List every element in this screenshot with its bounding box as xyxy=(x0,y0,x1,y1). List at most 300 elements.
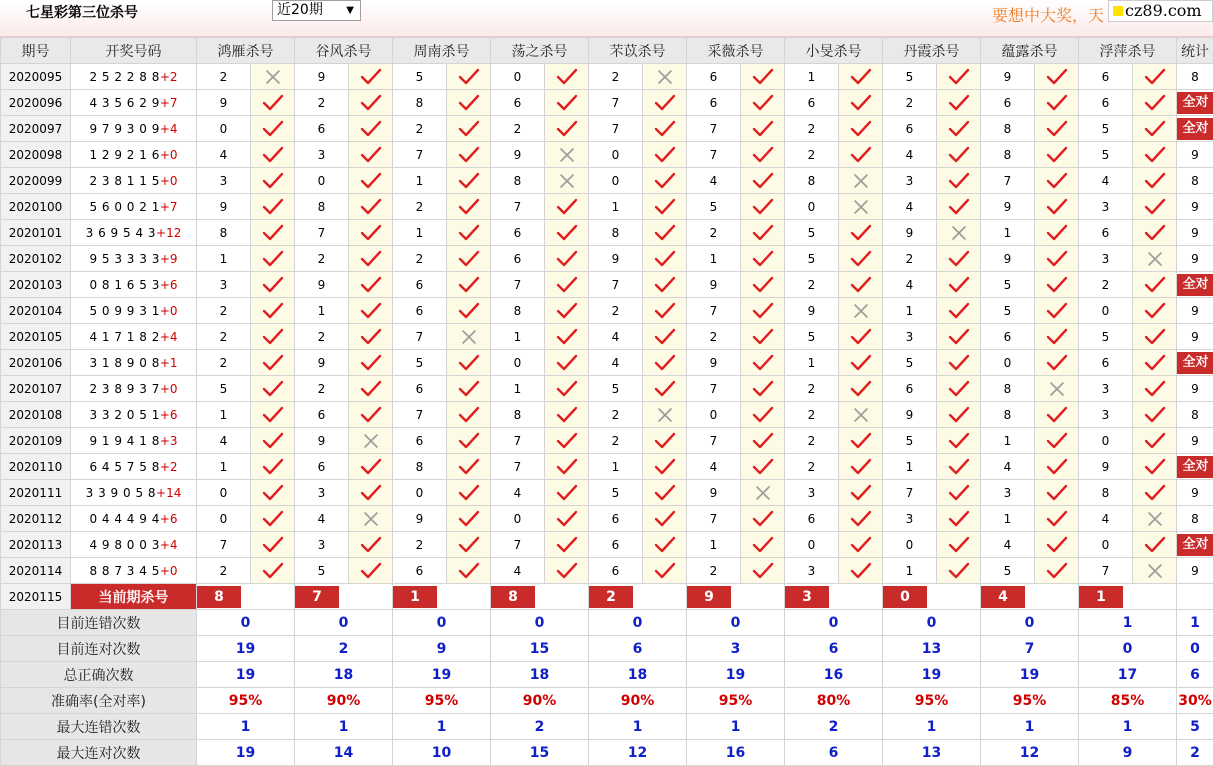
kill-number-cell: 9 xyxy=(295,428,349,454)
result-mark-cell xyxy=(741,272,785,298)
kill-number-cell: 9 xyxy=(295,350,349,376)
kill-number-cell: 1 xyxy=(981,506,1035,532)
result-mark-cell xyxy=(251,272,295,298)
table-row xyxy=(1,142,1213,168)
result-mark-cell xyxy=(1035,324,1079,350)
check-icon xyxy=(545,458,588,476)
summary-label: 准确率(全对率) xyxy=(1,688,197,714)
summary-value: 1 xyxy=(981,714,1079,740)
result-mark-cell xyxy=(741,506,785,532)
check-icon xyxy=(839,510,882,528)
stat-cell xyxy=(1177,142,1213,168)
kill-number-cell: 0 xyxy=(491,64,545,90)
kill-number-cell: 7 xyxy=(197,532,251,558)
result-mark-cell xyxy=(251,428,295,454)
summary-value: 0 xyxy=(197,610,295,636)
check-icon xyxy=(447,354,490,372)
result-mark-cell xyxy=(545,116,589,142)
result-mark-cell xyxy=(545,142,589,168)
summary-stat-value: 1 xyxy=(1177,610,1213,636)
check-icon xyxy=(1133,120,1176,138)
check-icon xyxy=(937,198,980,216)
result-mark-cell xyxy=(839,454,883,480)
result-mark-cell xyxy=(251,298,295,324)
kill-number-cell: 5 xyxy=(393,64,447,90)
kill-number-cell: 8 xyxy=(491,168,545,194)
result-mark-cell xyxy=(839,194,883,220)
table-row xyxy=(1,558,1213,584)
check-icon xyxy=(1035,354,1078,372)
column-header-expert: 芣苡杀号 xyxy=(589,38,687,64)
result-mark-cell xyxy=(643,480,687,506)
kill-number-cell: 7 xyxy=(393,324,447,350)
check-icon xyxy=(447,510,490,528)
cross-icon xyxy=(349,511,392,527)
result-mark-cell xyxy=(643,116,687,142)
page-title: 七星彩第三位杀号 xyxy=(26,2,138,22)
result-mark-cell xyxy=(937,428,981,454)
result-mark-cell xyxy=(1035,246,1079,272)
summary-value: 90% xyxy=(491,688,589,714)
summary-value: 18 xyxy=(491,662,589,688)
check-icon xyxy=(643,328,686,346)
current-kill-cell xyxy=(295,584,393,610)
summary-value: 19 xyxy=(883,662,981,688)
check-icon xyxy=(545,510,588,528)
check-icon xyxy=(349,302,392,320)
check-icon xyxy=(643,224,686,242)
kill-number-cell: 5 xyxy=(295,558,349,584)
summary-value: 0 xyxy=(687,610,785,636)
summary-value: 9 xyxy=(1079,740,1177,766)
kill-number-cell: 2 xyxy=(197,324,251,350)
check-icon xyxy=(1133,432,1176,450)
kill-number-cell: 7 xyxy=(687,428,741,454)
kill-number-cell: 2 xyxy=(491,116,545,142)
draw-numbers-cell xyxy=(71,90,197,116)
draw-bonus-number: +3 xyxy=(160,434,178,448)
draw-numbers-cell xyxy=(71,402,197,428)
result-mark-cell xyxy=(937,402,981,428)
kill-number-cell: 9 xyxy=(393,506,447,532)
check-icon xyxy=(643,250,686,268)
check-icon xyxy=(1133,406,1176,424)
check-icon xyxy=(447,94,490,112)
check-icon xyxy=(937,94,980,112)
kill-number-cell: 7 xyxy=(491,532,545,558)
summary-label: 最大连错次数 xyxy=(1,714,197,740)
result-mark-cell xyxy=(251,506,295,532)
result-mark-cell xyxy=(643,402,687,428)
kill-number-cell: 5 xyxy=(1079,142,1133,168)
current-kill-cell xyxy=(785,584,883,610)
check-icon xyxy=(349,380,392,398)
summary-stat-value: 5 xyxy=(1177,714,1213,740)
result-mark-cell xyxy=(349,350,393,376)
check-icon xyxy=(1133,224,1176,242)
summary-row xyxy=(1,688,1213,714)
result-mark-cell xyxy=(545,506,589,532)
kill-number-cell: 3 xyxy=(1079,194,1133,220)
summary-value: 95% xyxy=(883,688,981,714)
kill-number-cell: 8 xyxy=(393,90,447,116)
check-icon xyxy=(643,510,686,528)
result-mark-cell xyxy=(447,298,491,324)
kill-number-cell: 1 xyxy=(491,376,545,402)
check-icon xyxy=(545,562,588,580)
check-icon xyxy=(741,432,784,450)
check-icon xyxy=(545,354,588,372)
kill-number-cell: 2 xyxy=(589,64,643,90)
result-mark-cell xyxy=(839,350,883,376)
draw-numbers: 3 3 9 0 5 8 xyxy=(86,486,156,500)
check-icon xyxy=(447,276,490,294)
result-mark-cell xyxy=(839,116,883,142)
check-icon xyxy=(1035,406,1078,424)
check-icon xyxy=(447,224,490,242)
draw-numbers-cell xyxy=(71,428,197,454)
stat-cell xyxy=(1177,194,1213,220)
result-mark-cell xyxy=(447,246,491,272)
check-icon xyxy=(741,536,784,554)
result-mark-cell xyxy=(937,142,981,168)
check-icon xyxy=(1035,328,1078,346)
check-icon xyxy=(741,94,784,112)
kill-number-cell: 4 xyxy=(295,506,349,532)
stat-cell xyxy=(1177,90,1213,116)
result-mark-cell xyxy=(1133,532,1177,558)
check-icon xyxy=(1035,562,1078,580)
kill-number-cell: 1 xyxy=(785,350,839,376)
summary-value: 1 xyxy=(1079,714,1177,740)
result-mark-cell xyxy=(349,116,393,142)
summary-value: 16 xyxy=(687,740,785,766)
current-kill-cell xyxy=(393,584,491,610)
check-icon xyxy=(741,458,784,476)
check-icon xyxy=(839,224,882,242)
result-mark-cell xyxy=(1133,142,1177,168)
kill-number-cell: 2 xyxy=(589,428,643,454)
chevron-down-icon: ▼ xyxy=(346,1,354,20)
result-mark-cell xyxy=(545,272,589,298)
issue-cell: 2020108 xyxy=(1,402,71,428)
draw-numbers-cell xyxy=(71,298,197,324)
result-mark-cell xyxy=(643,428,687,454)
kill-number-cell: 3 xyxy=(295,480,349,506)
summary-value: 1 xyxy=(295,714,393,740)
summary-value: 14 xyxy=(295,740,393,766)
kill-number-cell: 5 xyxy=(785,324,839,350)
check-icon xyxy=(839,68,882,86)
result-mark-cell xyxy=(251,116,295,142)
summary-value: 2 xyxy=(785,714,883,740)
kill-number-cell: 1 xyxy=(589,194,643,220)
kill-number-cell: 9 xyxy=(491,142,545,168)
kill-number-cell: 7 xyxy=(491,194,545,220)
draw-numbers: 0 4 4 4 9 4 xyxy=(89,512,159,526)
result-mark-cell xyxy=(643,298,687,324)
issue-cell: 2020109 xyxy=(1,428,71,454)
column-header-expert: 荡之杀号 xyxy=(491,38,589,64)
check-icon xyxy=(1035,432,1078,450)
draw-numbers-cell xyxy=(71,246,197,272)
result-mark-cell xyxy=(937,194,981,220)
summary-value: 15 xyxy=(491,740,589,766)
summary-value: 2 xyxy=(295,636,393,662)
kill-number-cell: 6 xyxy=(785,90,839,116)
check-icon xyxy=(1035,198,1078,216)
result-mark-cell xyxy=(937,272,981,298)
issue-cell: 2020106 xyxy=(1,350,71,376)
period-select[interactable] xyxy=(272,0,361,21)
kill-number-cell: 5 xyxy=(785,220,839,246)
kill-number-cell: 6 xyxy=(393,558,447,584)
stat-value: 9 xyxy=(1191,252,1199,266)
kill-number-cell: 9 xyxy=(197,194,251,220)
result-mark-cell xyxy=(447,428,491,454)
kill-number-cell: 4 xyxy=(687,168,741,194)
check-icon xyxy=(741,276,784,294)
current-kill-cell xyxy=(687,584,785,610)
draw-numbers-cell xyxy=(71,376,197,402)
check-icon xyxy=(349,354,392,372)
kill-number-cell: 5 xyxy=(589,480,643,506)
kill-number-cell: 7 xyxy=(393,402,447,428)
kill-number-cell: 9 xyxy=(295,272,349,298)
column-header-expert: 浮萍杀号 xyxy=(1079,38,1177,64)
check-icon xyxy=(741,302,784,320)
result-mark-cell xyxy=(643,246,687,272)
issue-cell: 2020107 xyxy=(1,376,71,402)
check-icon xyxy=(937,562,980,580)
stat-cell xyxy=(1177,64,1213,90)
site-logo-text: cz89.com xyxy=(1125,1,1202,20)
result-mark-cell xyxy=(839,272,883,298)
result-mark-cell xyxy=(741,428,785,454)
check-icon xyxy=(1035,276,1078,294)
result-mark-cell xyxy=(741,298,785,324)
kill-number-cell: 9 xyxy=(687,480,741,506)
result-mark-cell xyxy=(1035,220,1079,246)
kill-number-cell: 5 xyxy=(785,246,839,272)
kill-number-cell: 1 xyxy=(981,428,1035,454)
result-mark-cell xyxy=(937,90,981,116)
cross-icon xyxy=(839,173,882,189)
kill-number-cell: 5 xyxy=(981,272,1035,298)
result-mark-cell xyxy=(741,480,785,506)
summary-value: 1 xyxy=(393,714,491,740)
summary-value: 19 xyxy=(393,662,491,688)
result-mark-cell xyxy=(741,350,785,376)
result-mark-cell xyxy=(545,428,589,454)
kill-number-cell: 2 xyxy=(883,246,937,272)
table-row xyxy=(1,324,1213,350)
check-icon xyxy=(545,302,588,320)
column-header-issue: 期号 xyxy=(1,38,71,64)
result-mark-cell xyxy=(937,298,981,324)
stat-value: 9 xyxy=(1191,226,1199,240)
kill-number-cell: 5 xyxy=(687,194,741,220)
check-icon xyxy=(1035,458,1078,476)
summary-value: 2 xyxy=(491,714,589,740)
kill-number-cell: 2 xyxy=(687,324,741,350)
kill-number-cell: 5 xyxy=(1079,116,1133,142)
check-icon xyxy=(643,276,686,294)
cross-icon xyxy=(741,485,784,501)
cross-icon xyxy=(349,433,392,449)
result-mark-cell xyxy=(251,558,295,584)
draw-bonus-number: +2 xyxy=(160,460,178,474)
result-mark-cell xyxy=(741,90,785,116)
check-icon xyxy=(447,68,490,86)
check-icon xyxy=(349,328,392,346)
stat-cell xyxy=(1177,506,1213,532)
summary-stat-value: 2 xyxy=(1177,740,1213,766)
kill-number-cell: 4 xyxy=(1079,168,1133,194)
summary-stat-value: 0 xyxy=(1177,636,1213,662)
result-mark-cell xyxy=(1133,220,1177,246)
check-icon xyxy=(937,68,980,86)
check-icon xyxy=(643,120,686,138)
check-icon xyxy=(1035,68,1078,86)
kill-number-cell: 2 xyxy=(295,246,349,272)
result-mark-cell xyxy=(545,220,589,246)
result-mark-cell xyxy=(349,64,393,90)
kill-number-cell: 2 xyxy=(393,246,447,272)
summary-value: 19 xyxy=(197,662,295,688)
stat-value: 9 xyxy=(1191,304,1199,318)
result-mark-cell xyxy=(447,402,491,428)
result-mark-cell xyxy=(1035,558,1079,584)
check-icon xyxy=(251,94,294,112)
kill-number-cell: 0 xyxy=(1079,298,1133,324)
table-header-row xyxy=(1,38,1213,64)
check-icon xyxy=(937,120,980,138)
current-issue-row xyxy=(1,584,1213,610)
table-row xyxy=(1,376,1213,402)
check-icon xyxy=(251,432,294,450)
check-icon xyxy=(839,380,882,398)
cross-icon xyxy=(839,199,882,215)
draw-bonus-number: +0 xyxy=(160,564,178,578)
result-mark-cell xyxy=(1035,116,1079,142)
stat-cell xyxy=(1177,428,1213,454)
summary-value: 12 xyxy=(589,740,687,766)
kill-number-cell: 8 xyxy=(393,454,447,480)
kill-number-cell: 2 xyxy=(785,272,839,298)
summary-value: 19 xyxy=(197,636,295,662)
draw-bonus-number: +6 xyxy=(160,408,178,422)
kill-number-cell: 8 xyxy=(589,220,643,246)
result-mark-cell xyxy=(1133,246,1177,272)
cross-icon xyxy=(545,147,588,163)
draw-bonus-number: +4 xyxy=(160,330,178,344)
result-mark-cell xyxy=(447,506,491,532)
check-icon xyxy=(1133,198,1176,216)
kill-number-cell: 4 xyxy=(687,454,741,480)
check-icon xyxy=(1133,354,1176,372)
draw-numbers-cell xyxy=(71,558,197,584)
check-icon xyxy=(643,432,686,450)
result-mark-cell xyxy=(937,168,981,194)
site-logo[interactable] xyxy=(1108,0,1213,22)
kill-number-cell: 2 xyxy=(197,558,251,584)
kill-number-cell: 4 xyxy=(883,194,937,220)
stat-cell xyxy=(1177,324,1213,350)
result-mark-cell xyxy=(839,324,883,350)
summary-value: 12 xyxy=(981,740,1079,766)
result-mark-cell xyxy=(839,90,883,116)
kill-number-cell: 6 xyxy=(589,532,643,558)
draw-numbers: 3 3 2 0 5 1 xyxy=(89,408,159,422)
kill-number-cell: 6 xyxy=(687,90,741,116)
result-mark-cell xyxy=(447,350,491,376)
current-kill-badge: 0 xyxy=(883,586,927,608)
kill-number-cell: 8 xyxy=(981,142,1035,168)
kill-number-cell: 0 xyxy=(491,350,545,376)
result-mark-cell xyxy=(741,324,785,350)
kill-number-cell: 1 xyxy=(491,324,545,350)
check-icon xyxy=(349,94,392,112)
kill-number-cell: 2 xyxy=(589,298,643,324)
draw-bonus-number: +4 xyxy=(160,538,178,552)
stat-value: 8 xyxy=(1191,174,1199,188)
kill-number-cell: 7 xyxy=(295,220,349,246)
kill-number-cell: 5 xyxy=(883,428,937,454)
kill-number-cell: 0 xyxy=(589,168,643,194)
kill-number-cell: 4 xyxy=(491,558,545,584)
check-icon xyxy=(545,250,588,268)
result-mark-cell xyxy=(839,402,883,428)
kill-number-cell: 6 xyxy=(1079,64,1133,90)
result-mark-cell xyxy=(349,168,393,194)
summary-stat-value: 6 xyxy=(1177,662,1213,688)
summary-value: 16 xyxy=(785,662,883,688)
stat-value: 9 xyxy=(1191,330,1199,344)
summary-row xyxy=(1,740,1213,766)
summary-row xyxy=(1,636,1213,662)
issue-cell: 2020103 xyxy=(1,272,71,298)
result-mark-cell xyxy=(349,220,393,246)
stat-cell xyxy=(1177,402,1213,428)
kill-number-cell: 1 xyxy=(197,402,251,428)
check-icon xyxy=(251,328,294,346)
check-icon xyxy=(1133,276,1176,294)
current-kill-cell xyxy=(197,584,295,610)
issue-cell: 2020096 xyxy=(1,90,71,116)
check-icon xyxy=(937,146,980,164)
kill-number-cell: 6 xyxy=(393,298,447,324)
kill-number-cell: 0 xyxy=(687,402,741,428)
draw-numbers: 1 2 9 2 1 6 xyxy=(89,148,159,162)
table-row xyxy=(1,454,1213,480)
check-icon xyxy=(545,328,588,346)
stat-value: 9 xyxy=(1191,382,1199,396)
check-icon xyxy=(251,276,294,294)
kill-number-cell: 2 xyxy=(393,532,447,558)
kill-number-cell: 0 xyxy=(295,168,349,194)
result-mark-cell xyxy=(1133,506,1177,532)
result-mark-cell xyxy=(1035,402,1079,428)
draw-numbers: 9 7 9 3 0 9 xyxy=(89,122,159,136)
check-icon xyxy=(1035,484,1078,502)
kill-number-cell: 6 xyxy=(1079,90,1133,116)
result-mark-cell xyxy=(349,558,393,584)
check-icon xyxy=(1133,146,1176,164)
current-kill-label: 当前期杀号 xyxy=(71,584,197,610)
check-icon xyxy=(839,484,882,502)
kill-number-cell: 6 xyxy=(883,116,937,142)
